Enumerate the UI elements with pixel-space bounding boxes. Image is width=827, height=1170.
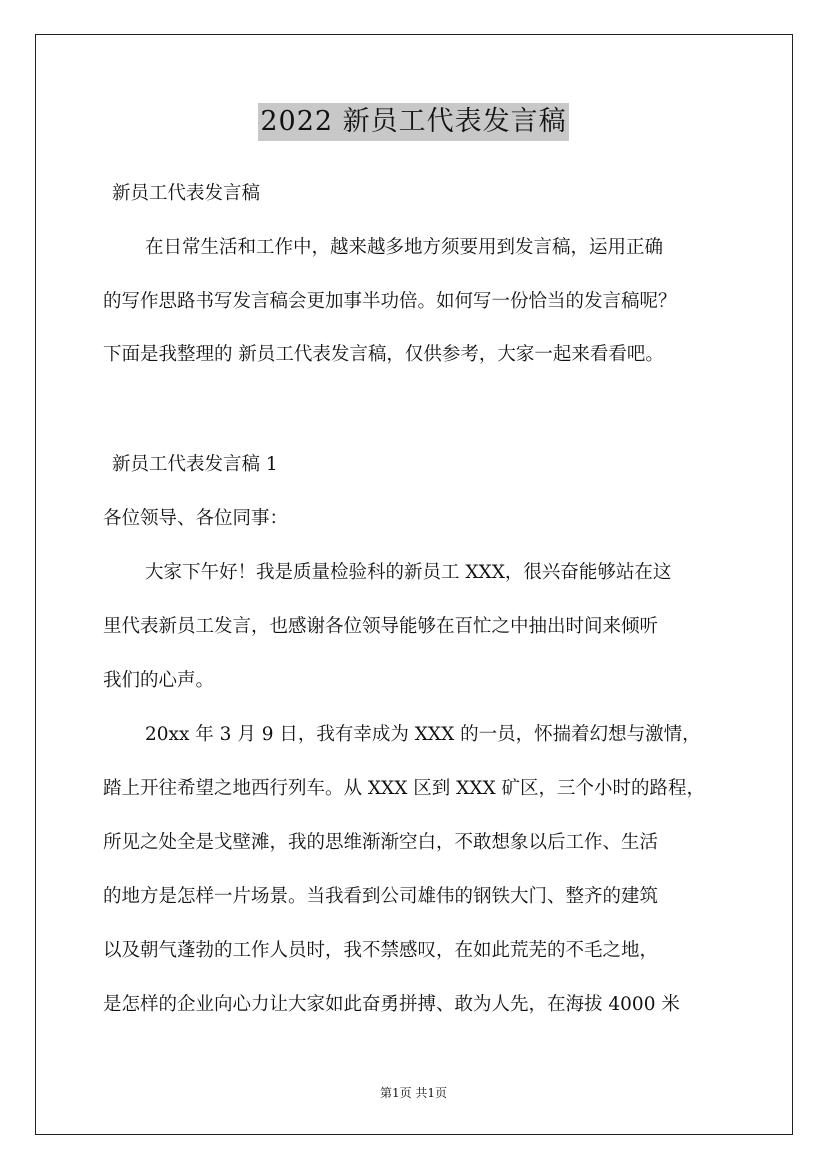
body-line: 大家下午好！我是质量检验科的新员工 XXX，很兴奋能够站在这 [145, 562, 672, 583]
body-line: 20xx 年 3 月 9 日，我有幸成为 XXX 的一员，怀揣着幻想与激情， [145, 724, 701, 745]
page-footer: 第1页 共1页 [379, 1086, 448, 1100]
body-line: 在日常生活和工作中，越来越多地方须要用到发言稿，运用正确 [145, 237, 664, 258]
document-title: 2022 新员工代表发言稿 [258, 103, 568, 141]
title-container [0, 103, 827, 141]
body-line: 的地方是怎样一片场景。当我看到公司雄伟的钢铁大门、整齐的建筑 [103, 886, 659, 907]
body-line: 里代表新员工发言，也感谢各位领导能够在百忙之中抽出时间来倾听 [103, 616, 659, 637]
body-line: 下面是我整理的 新员工代表发言稿，仅供参考，大家一起来看看吧。 [103, 344, 664, 365]
body-line: 是怎样的企业向心力让大家如此奋勇拼搏、敢为人先，在海拔 4000 米 [103, 994, 680, 1015]
body-line: 以及朝气蓬勃的工作人员时，我不禁感叹，在如此荒芜的不毛之地， [103, 940, 659, 961]
body-line: 踏上开往希望之地西行列车。从 XXX 区到 XXX 矿区，三个小时的路程， [103, 778, 706, 799]
salutation-line: 各位领导、各位同事： [103, 508, 289, 529]
body-line: 的写作思路书写发言稿会更加事半功倍。如何写一份恰当的发言稿呢？ [103, 291, 677, 312]
section-heading: 新员工代表发言稿 1 [112, 454, 278, 475]
body-line: 所见之处全是戈壁滩，我的思维渐渐空白，不敢想象以后工作、生活 [103, 832, 659, 853]
body-line: 我们的心声。 [103, 670, 215, 691]
subtitle-line: 新员工代表发言稿 [112, 183, 261, 204]
